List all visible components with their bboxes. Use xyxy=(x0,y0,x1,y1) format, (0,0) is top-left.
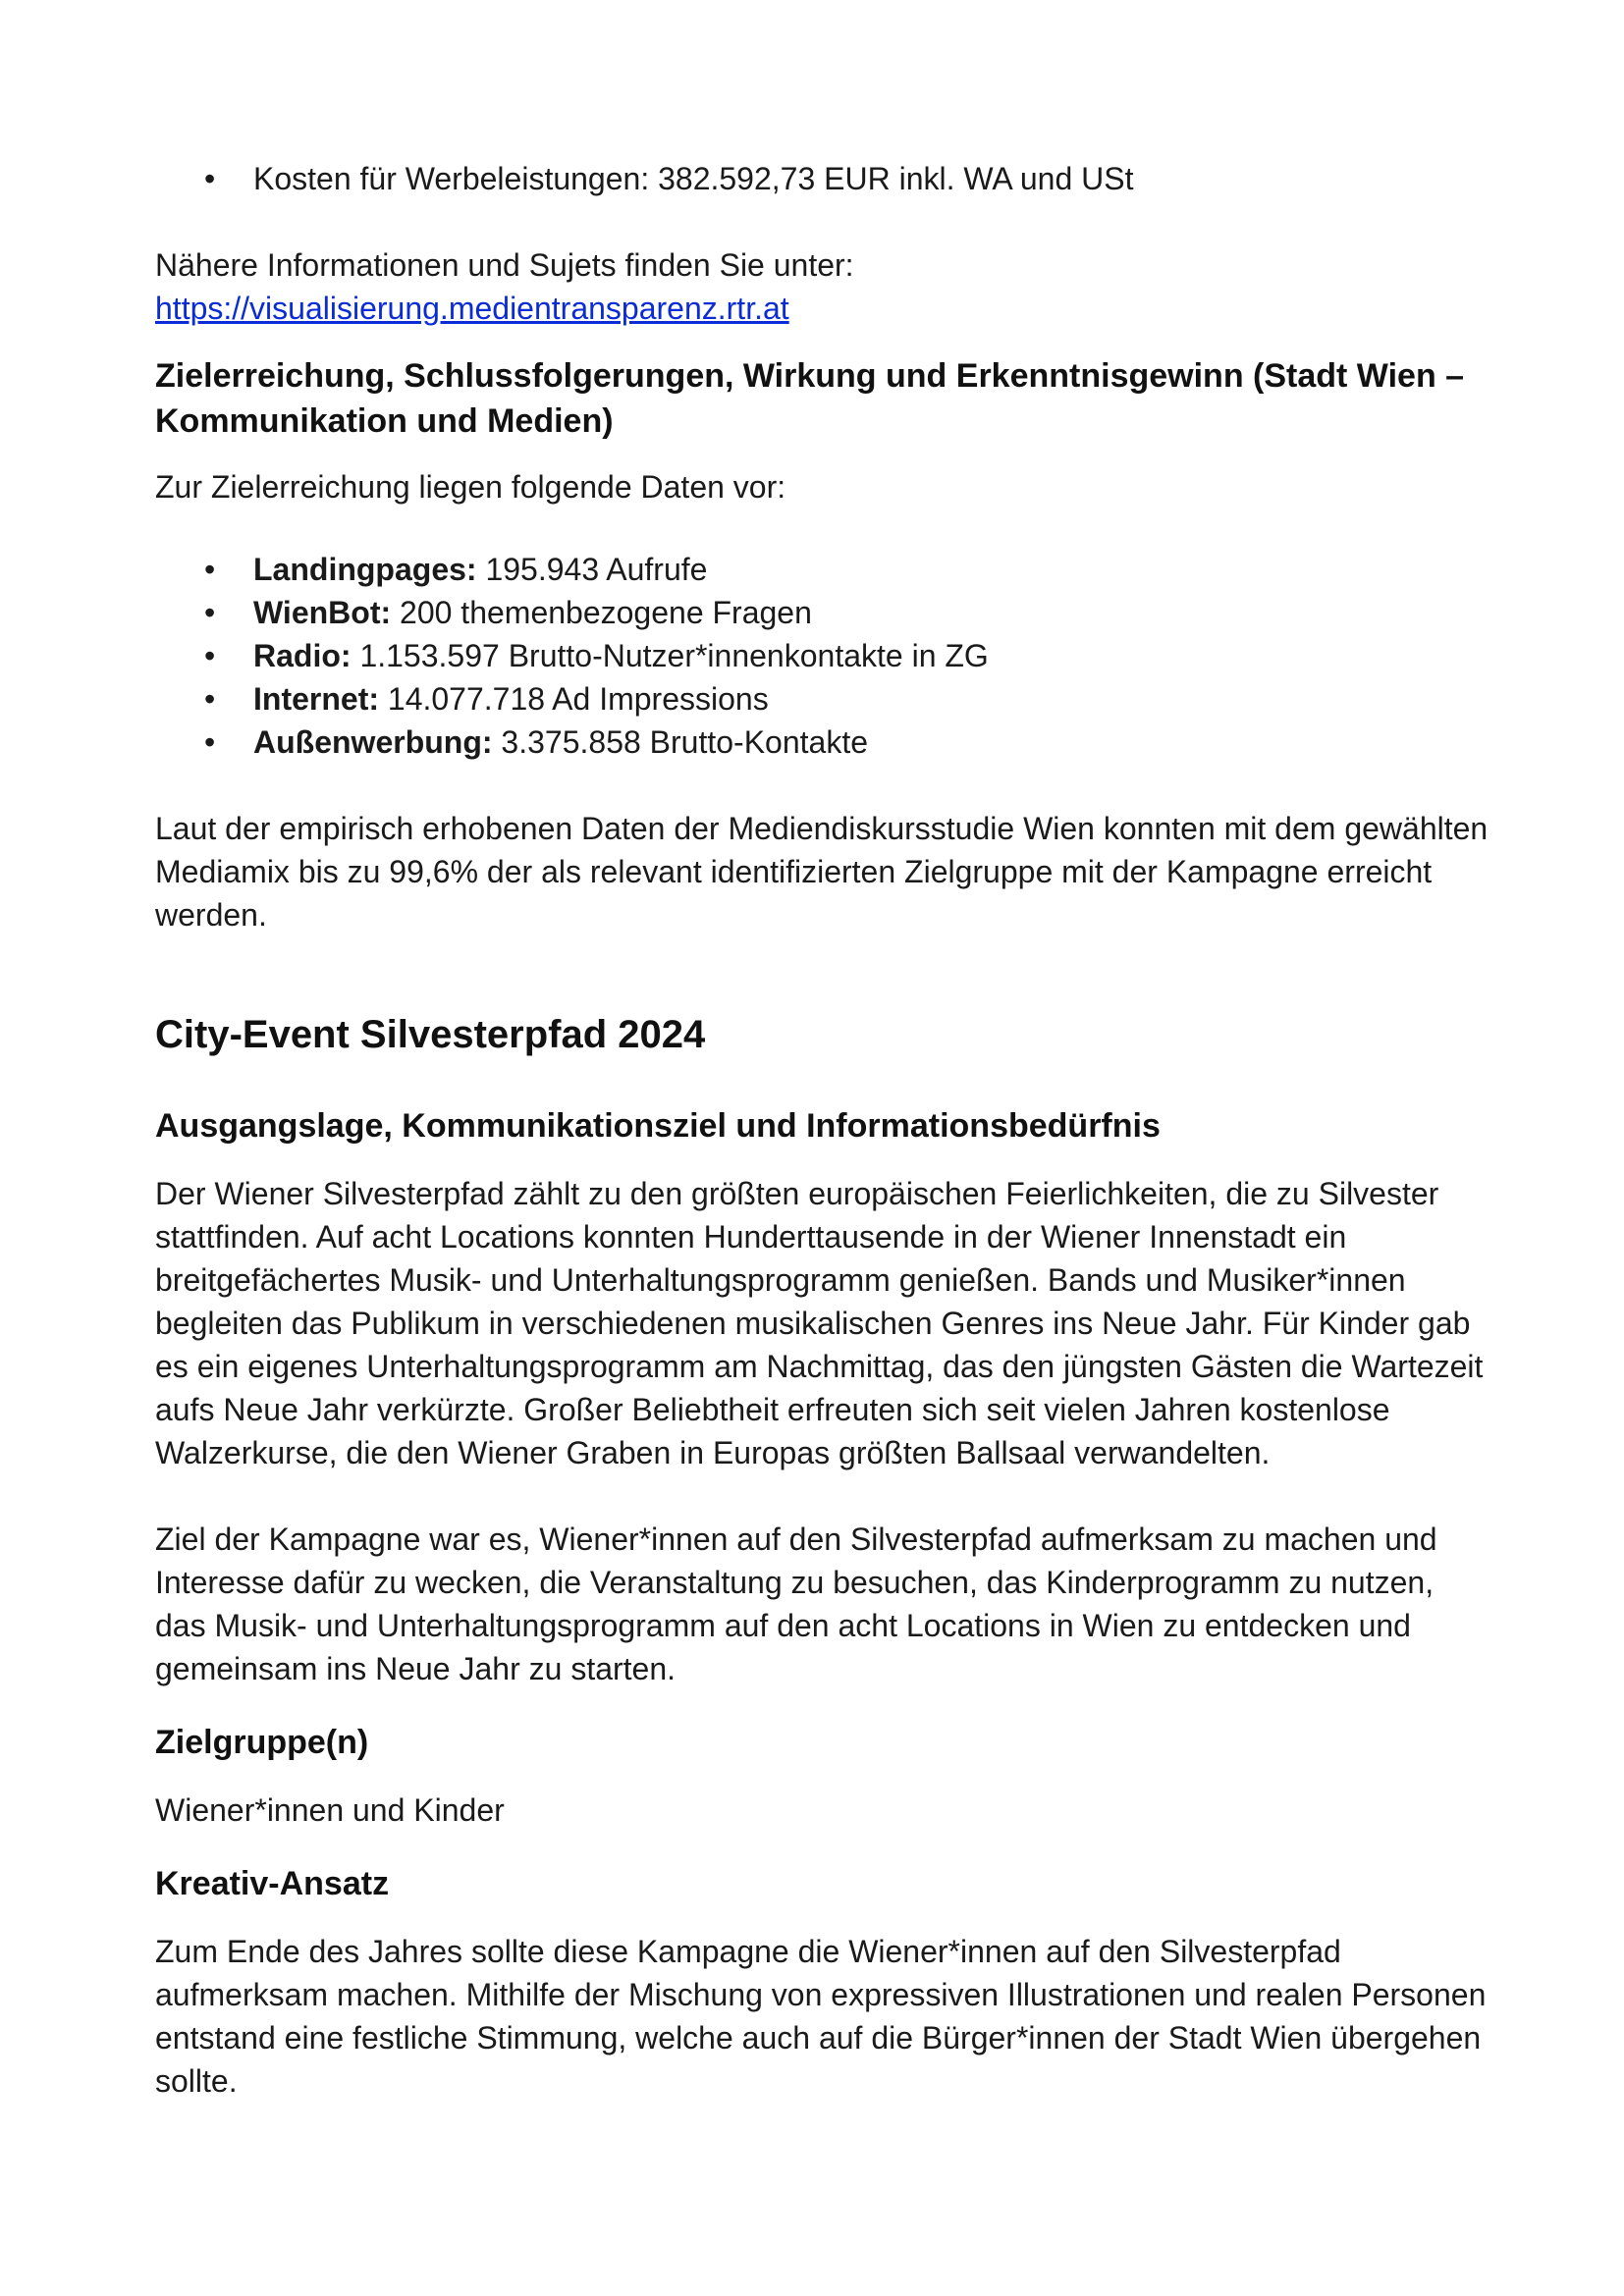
goal-heading: Zielerreichung, Schlussfolgerungen, Wirkung und Erkenntnisgewinn (Stadt Wien – Kommunikation und Medien) xyxy=(155,357,1465,440)
creative-heading: Kreativ-Ansatz xyxy=(155,1865,390,1902)
more-info-paragraph xyxy=(155,243,1490,330)
item-value: 200 themenbezogene Fragen xyxy=(391,595,812,630)
item-value: 3.375.858 Brutto-Kontakte xyxy=(492,724,869,760)
item-label: WienBot: xyxy=(253,595,392,630)
cost-text: Kosten für Werbeleistungen: 382.592,73 EUR inkl. WA und USt xyxy=(253,161,1134,196)
list-item xyxy=(155,157,1490,200)
bullet-icon: • xyxy=(204,681,216,717)
bullet-icon: • xyxy=(204,595,216,630)
cost-list xyxy=(155,157,1490,200)
item-value: 195.943 Aufrufe xyxy=(476,552,708,587)
list-item xyxy=(155,591,1490,634)
goal-summary: Laut der empirisch erhobenen Daten der Mediendiskursstudie Wien konnten mit dem gewählten Mediamix bis zu 99,6% der als relevant identifizierten Zielgruppe mit der Kampagne erreicht werden. xyxy=(155,811,1489,933)
bullet-icon: • xyxy=(204,638,216,673)
target-group-text: Wiener*innen und Kinder xyxy=(155,1792,505,1828)
item-label: Außenwerbung: xyxy=(253,724,493,760)
item-label: Internet: xyxy=(253,681,379,717)
item-value: 14.077.718 Ad Impressions xyxy=(379,681,769,717)
situation-heading: Ausgangslage, Kommunikationsziel und Informationsbedürfnis xyxy=(155,1107,1161,1145)
list-item xyxy=(155,677,1490,721)
event-title: City-Event Silvesterpfad 2024 xyxy=(155,1013,706,1056)
bullet-icon: • xyxy=(204,161,216,196)
item-label: Landingpages: xyxy=(253,552,477,587)
goal-intro: Zur Zielerreichung liegen folgende Daten vor: xyxy=(155,469,786,505)
item-value: 1.153.597 Brutto-Nutzer*innenkontakte in ZG xyxy=(351,638,989,673)
list-item xyxy=(155,634,1490,677)
list-item xyxy=(155,721,1490,764)
bullet-icon: • xyxy=(204,724,216,760)
creative-text: Zum Ende des Jahres sollte diese Kampagne die Wiener*innen auf den Silvesterpfad aufmerksam machen. Mithilfe der Mischung von expressiven Illustrationen und realen Personen entstand eine festliche Stimmung, welche auch auf die Bürger*innen der Stadt Wien übergehen sollte. xyxy=(155,1934,1487,2099)
item-label: Radio: xyxy=(253,638,352,673)
list-item xyxy=(155,548,1490,591)
target-group-heading: Zielgruppe(n) xyxy=(155,1724,369,1761)
document-page xyxy=(155,145,1490,2103)
more-info-text: Nähere Informationen und Sujets finden Sie unter: xyxy=(155,247,854,283)
situation-paragraph-2: Ziel der Kampagne war es, Wiener*innen auf den Silvesterpfad aufmerksam zu machen und Interesse dafür zu wecken, die Veranstaltung zu besuchen, das Kinderprogramm zu nutzen, das Musik- und Unterhaltungsprogramm auf den acht Locations in Wien zu entdecken und gemeinsam ins Neue Jahr zu starten. xyxy=(155,1522,1437,1686)
media-transparency-link[interactable]: https://visualisierung.medientransparenz.rtr.at xyxy=(155,291,789,326)
situation-paragraph-1: Der Wiener Silvesterpfad zählt zu den größten europäischen Feierlichkeiten, die zu Silvester stattfinden. Auf acht Locations konnten Hunderttausende in der Wiener Innenstadt ein breitgefächertes Musik- und Unterhaltungsprogramm genießen. Bands und Musiker*innen begleiten das Publikum in verschiedenen musikalischen Genres ins Neue Jahr. Für Kinder gab es ein eigenes Unterhaltungsprogramm am Nachmittag, das den jüngsten Gästen die Wartezeit aufs Neue Jahr verkürzte. Großer Beliebtheit erfreuten sich seit vielen Jahren kostenlose Walzerkurse, die den Wiener Graben in Europas größten Ballsaal verwandelten. xyxy=(155,1176,1484,1470)
bullet-icon: • xyxy=(204,552,216,587)
goal-data-list xyxy=(155,548,1490,764)
